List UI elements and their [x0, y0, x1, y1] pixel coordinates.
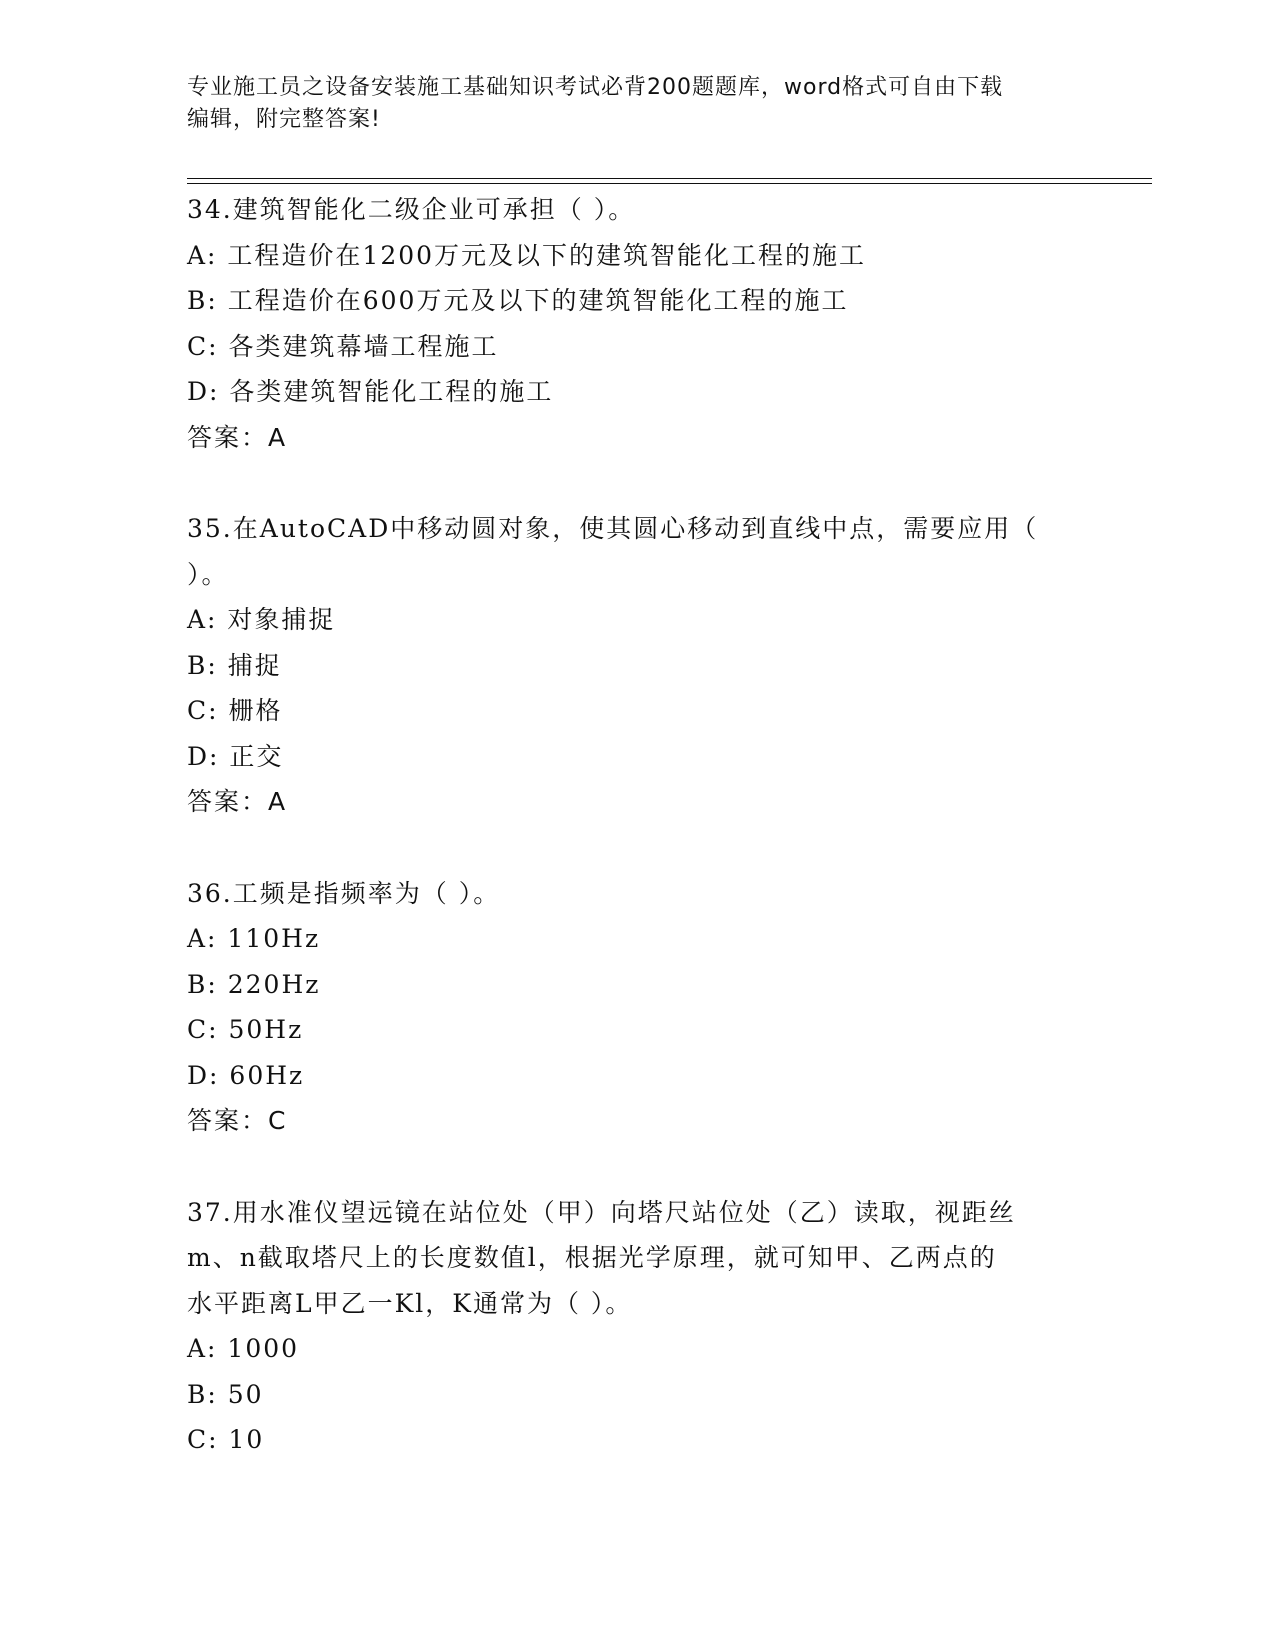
answer: 答案：C [187, 1106, 288, 1135]
question-37 [187, 1190, 1087, 1463]
option-a: A: 对象捕捉 [187, 605, 336, 634]
option-b: B: 50 [187, 1379, 264, 1409]
header-title-line-1: 专业施工员之设备安装施工基础知识考试必背200题题库，word格式可自由下载 [187, 75, 1004, 100]
option-c: C: 各类建筑幕墙工程施工 [187, 331, 499, 361]
option-a: A: 110Hz [187, 924, 321, 953]
option-c: C: 10 [187, 1425, 265, 1454]
option-b: B: 220Hz [187, 969, 321, 999]
option-a: A: 工程造价在1200万元及以下的建筑智能化工程的施工 [187, 240, 867, 270]
header-title-line-2: 编辑，附完整答案! [187, 107, 381, 132]
question-35 [187, 506, 1087, 825]
spacer [187, 1144, 1087, 1190]
question-stem: 36.工频是指频率为（ ）。 [187, 878, 501, 908]
option-a: A: 1000 [187, 1334, 300, 1363]
question-stem: 37.用水准仪望远镜在站位处（甲）向塔尺站位处（乙）读取，视距丝 [187, 1197, 1016, 1227]
question-stem-continued: 水平距离L甲乙一Kl，K通常为（ ）。 [187, 1288, 633, 1318]
header-divider-bottom [187, 183, 1152, 184]
answer: 答案：A [187, 422, 288, 452]
document-header [187, 72, 1067, 136]
option-b: B: 工程造价在600万元及以下的建筑智能化工程的施工 [187, 286, 849, 315]
spacer [187, 825, 1087, 871]
option-c: C: 栅格 [187, 696, 283, 725]
question-34 [187, 187, 1087, 460]
question-stem-continued: m、n截取塔尺上的长度数值l，根据光学原理，就可知甲、乙两点的 [187, 1243, 997, 1272]
option-d: D: 各类建筑智能化工程的施工 [187, 377, 554, 406]
question-stem: 35.在AutoCAD中移动圆对象，使其圆心移动到直线中点，需要应用（ [187, 514, 1039, 543]
question-list [187, 187, 1087, 1463]
option-b: B: 捕捉 [187, 650, 282, 680]
question-stem: 34.建筑智能化二级企业可承担（ ）。 [187, 195, 636, 224]
option-d: D: 60Hz [187, 1060, 305, 1090]
answer: 答案：A [187, 787, 288, 816]
option-d: D: 正交 [187, 741, 284, 771]
option-c: C: 50Hz [187, 1015, 304, 1044]
header-divider-top [187, 178, 1152, 179]
spacer [187, 460, 1087, 506]
question-36 [187, 871, 1087, 1144]
question-stem-continued: ）。 [187, 559, 229, 589]
